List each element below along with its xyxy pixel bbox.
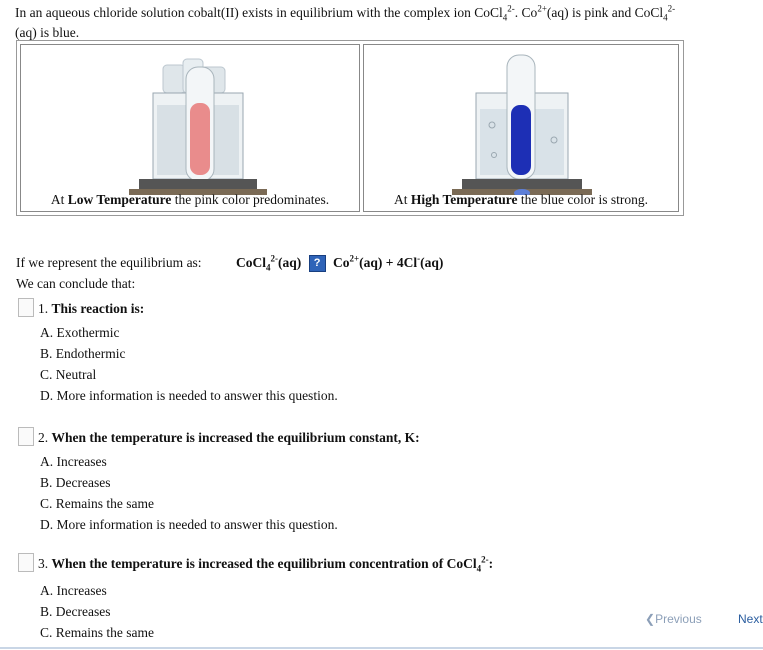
question-2-option-a[interactable]: A. Increases <box>40 454 107 469</box>
question-1-option-d[interactable]: D. More information is needed to answer this question. <box>40 388 338 403</box>
equilibrium-arrow-icon: ? <box>309 255 326 272</box>
figure-table <box>16 40 684 216</box>
question-2-checkbox[interactable] <box>18 427 34 446</box>
conclusion-lead: We can conclude that: <box>16 276 136 291</box>
question-3-option-c[interactable]: C. Remains the same <box>40 625 154 640</box>
question-1-checkbox[interactable] <box>18 298 34 317</box>
question-2-option-d[interactable]: D. More information is needed to answer this question. <box>40 517 338 532</box>
next-button[interactable]: Next <box>738 612 763 626</box>
question-3-option-a[interactable]: A. Increases <box>40 583 107 598</box>
question-2-text: 2. When the temperature is increased the equilibrium constant, K: <box>38 430 420 445</box>
equilibrium-equation: CoCl$_4^{2-}$(aq) ? $Co^{2+}(aq) + 4Cl^-(aq)$ <box>236 253 444 273</box>
chevron-left-icon: ❮ <box>645 612 656 626</box>
question-1-option-c[interactable]: C. Neutral <box>40 367 97 382</box>
intro-paragraph: In an aqueous chloride solution cobalt(II) exists in equilibrium with the complex ion CoCl$_4^{2-}$. $Co^{2+}(aq)$ is pink and CoCl$_4^{2-}$ (aq) is blue. <box>15 3 676 40</box>
low-temperature-figure <box>20 44 360 212</box>
question-3-text: 3. When the temperature is increased the equilibrium concentration of CoCl$_4^{2-}$: <box>38 554 494 574</box>
ice-bath-beaker-image <box>21 45 359 195</box>
high-temperature-caption: At High Temperature the blue color is strong. <box>394 192 648 207</box>
hot-water-beaker-image <box>364 45 678 195</box>
question-1-option-b[interactable]: B. Endothermic <box>40 346 126 361</box>
low-temperature-caption: At Low Temperature the pink color predominates. <box>50 192 330 207</box>
equilibrium-lead: If we represent the equilibrium as: <box>16 255 202 270</box>
question-3-checkbox[interactable] <box>18 553 34 572</box>
question-2-option-b[interactable]: B. Decreases <box>40 475 111 490</box>
previous-label: Previous <box>655 612 702 626</box>
bottom-divider <box>0 647 763 649</box>
high-temperature-figure <box>363 44 679 212</box>
previous-button[interactable] <box>645 612 702 626</box>
question-1-option-a[interactable]: A. Exothermic <box>40 325 120 340</box>
question-2-option-c[interactable]: C. Remains the same <box>40 496 154 511</box>
question-1-text: 1. This reaction is: <box>38 301 145 316</box>
question-3-option-b[interactable]: B. Decreases <box>40 604 111 619</box>
